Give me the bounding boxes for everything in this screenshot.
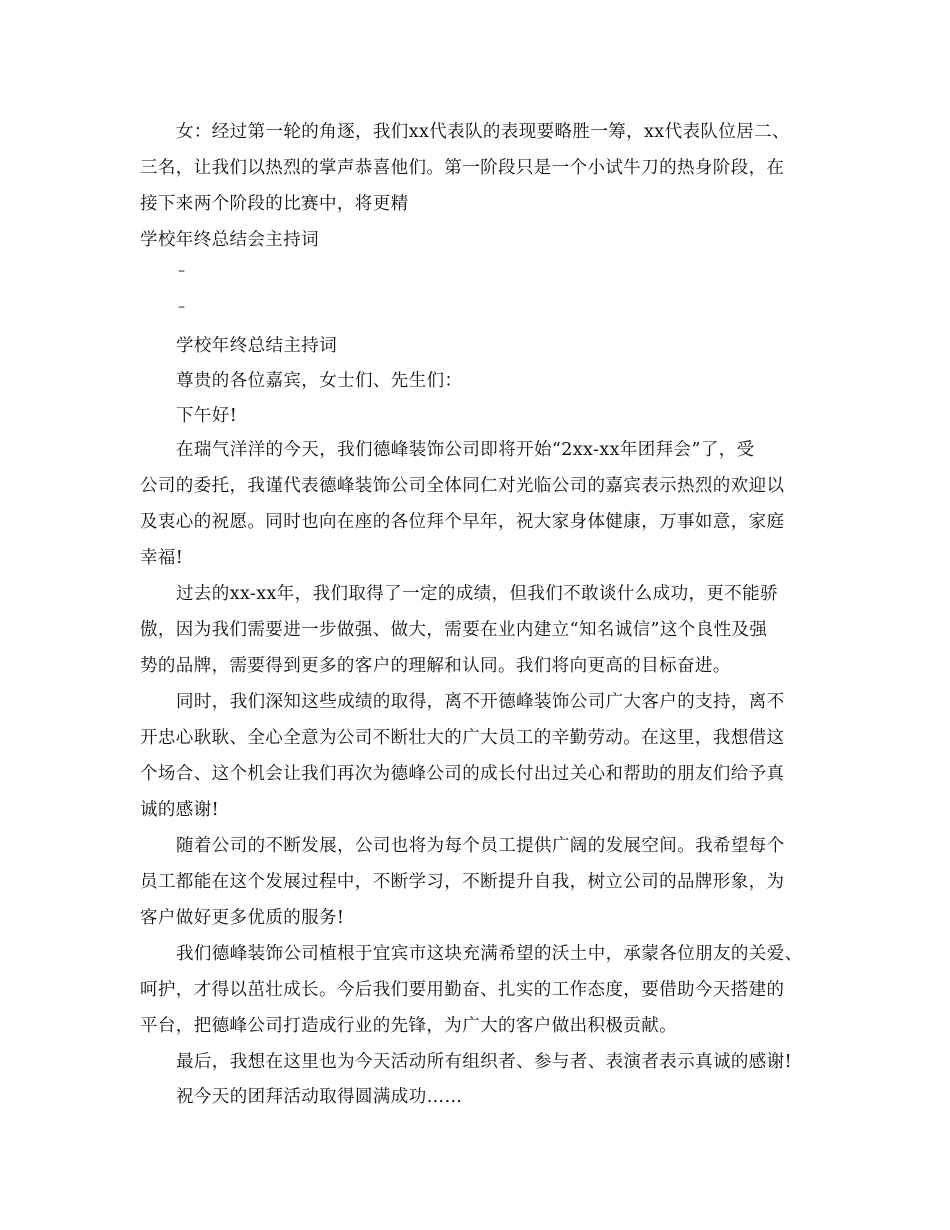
p5-line-1: 我们德峰装饰公司植根于宜宾市这块充满希望的沃土中，承蒙各位朋友的关爱、 (176, 944, 803, 964)
p5-line-2: 呵护，才得以茁壮成长。今后我们要用勤奋、扎实的工作态度，要借助今天搭建的 (140, 980, 785, 1000)
intro-line-2: 三名，让我们以热烈的掌声恭喜他们。第一阶段只是一个小试牛刀的热身阶段，在 (140, 158, 785, 178)
dash-marker-2: – (178, 299, 185, 315)
intro-line-1: 女：经过第一轮的角逐，我们xx代表队的表现要略胜一筹，xx代表队位居二、 (176, 122, 790, 142)
p3-line-3: 个场合、这个机会让我们再次为德峰公司的成长付出过关心和帮助的朋友们给予真 (140, 764, 785, 784)
hello: 下午好! (176, 406, 238, 426)
intro-line-3: 接下来两个阶段的比赛中，将更精 (140, 194, 409, 214)
p1-line-1: 在瑞气洋洋的今天，我们德峰装饰公司即将开始“2xx-xx年团拜会”了，受 (176, 440, 755, 460)
p1-line-2: 公司的委托，我谨代表德峰装饰公司全体同仁对光临公司的嘉宾表示热烈的欢迎以 (140, 476, 785, 496)
p2-line-2: 傲，因为我们需要进一步做强、做大，需要在业内建立“知名诚信”这个良性及强 (140, 620, 768, 640)
p2-line-3: 势的品牌，需要得到更多的客户的理解和认同。我们将向更高的目标奋进。 (140, 656, 731, 676)
p3-line-4: 诚的感谢! (140, 800, 220, 820)
greeting: 尊贵的各位嘉宾，女士们、先生们： (176, 371, 463, 391)
p2-line-1: 过去的xx-xx年，我们取得了一定的成绩，但我们不敢谈什么成功，更不能骄 (176, 584, 778, 604)
p6-line-1: 最后，我想在这里也为今天活动所有组织者、参与者、表演者表示真诚的感谢! (176, 1052, 793, 1072)
p3-line-1: 同时，我们深知这些成绩的取得，离不开德峰装饰公司广大客户的支持，离不 (176, 692, 785, 712)
heading: 学校年终总结会主持词 (140, 230, 319, 250)
p4-line-1: 随着公司的不断发展，公司也将为每个员工提供广阔的发展空间。我希望每个 (176, 836, 785, 856)
p4-line-3: 客户做好更多优质的服务! (140, 908, 345, 928)
p7-line-1: 祝今天的团拜活动取得圆满成功…… (176, 1087, 463, 1107)
subtitle: 学校年终总结主持词 (176, 336, 338, 356)
p1-line-3: 及衷心的祝愿。同时也向在座的各位拜个早年，祝大家身体健康，万事如意，家庭 (140, 512, 785, 532)
p4-line-2: 员工都能在这个发展过程中，不断学习，不断提升自我，树立公司的品牌形象，为 (140, 872, 785, 892)
p1-line-4: 幸福! (140, 548, 184, 568)
dash-marker-1: – (178, 263, 185, 279)
p5-line-3: 平台，把德峰公司打造成行业的先锋，为广大的客户做出积极贡献。 (140, 1016, 677, 1036)
p3-line-2: 开忠心耿耿、全心全意为公司不断壮大的广大员工的辛勤劳动。在这里，我想借这 (140, 728, 785, 748)
